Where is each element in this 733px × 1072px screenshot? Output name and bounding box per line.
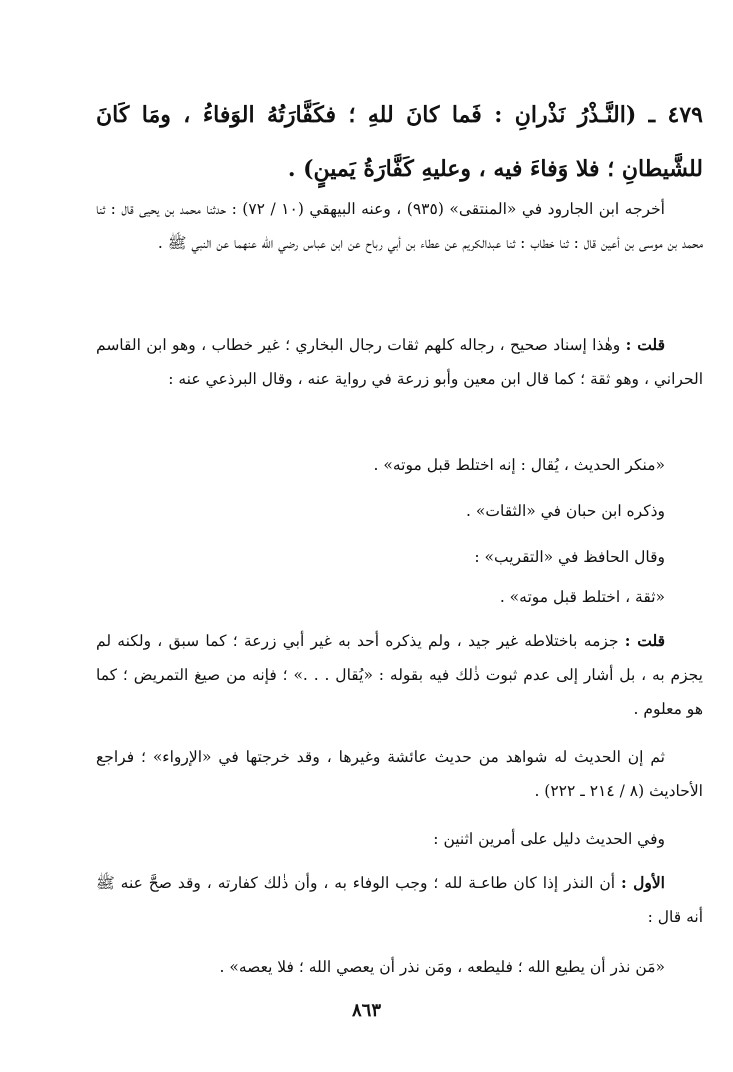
takhrij-paragraph: أخرجه ابن الجارود في «المنتقى» (٩٣٥) ، وعنه البيهقي (١٠ / ٧٢) : حدثنا محمد بن يحيى قال : ثنا محمد بن موسى بن أعين قال : ثنا خطاب : ثنا عبدالكريم عن عطاء بن أبي رباح عن ابن عباس رضي الله عنهما عن النبي ﷺ . <box>96 200 703 252</box>
first-point-paragraph <box>96 866 703 934</box>
qultu-label: قلت : <box>625 335 665 354</box>
hadith-heading <box>96 88 703 196</box>
commentary-paragraph-1 <box>96 328 703 396</box>
quote-thiqa: «ثقة ، اختلط قبل موته» . <box>499 588 665 606</box>
first-point-text: أن النذر إذا كان طاعـة لله ؛ وجب الوفاء به ، وأن ذٰلك كفارته ، وقد صحَّ عنه ﷺ أنه قال : <box>96 874 703 926</box>
quote-nadhr-hadith: «مَن نذر أن يطيع الله ؛ فليطعه ، ومَن نذر أن يعصي الله ؛ فلا يعصه» . <box>219 958 665 976</box>
shawahid-paragraph: ثم إن الحديث له شواهد من حديث عائشة وغيرها ، وقد خرجتها في «الإرواء» ؛ فراجع الأحاديث (٨ / ٢١٤ ـ ٢٢٢) . <box>96 748 703 800</box>
first-point-label: الأول : <box>621 873 665 892</box>
amrain-paragraph: وفي الحديث دليل على أمرين اثنين : <box>433 830 665 848</box>
hadith-number: ٤٧٩ ـ <box>648 102 703 128</box>
commentary-paragraph-2 <box>96 624 703 726</box>
commentary-text-1: وهٰذا إسناد صحيح ، رجاله كلهم ثقات رجال البخاري ؛ غير خطاب ، وهو ابن القاسم الحراني ، وهو ثقة ؛ كما قال ابن معين وأبو زرعة في رواية عنه ، وقال البرذعي عنه : <box>96 336 703 388</box>
commentary-text-2: جزمه باختلاطه غير جيد ، ولم يذكره أحد به غير أبي زرعة ؛ كما سبق ، ولكنه لم يجزم به ، بل أشار إلى عدم ثبوت ذٰلك فيه بقوله : «يُقال . . .» ؛ فإنه من صيغ التمريض ؛ كما هو معلوم . <box>96 632 703 718</box>
quote-munkar: «منكر الحديث ، يُقال : إنه اختلط قبل موته» . <box>373 456 665 474</box>
qultu-label-2: قلت : <box>624 631 665 650</box>
hadith-text: (النَّـذْرُ نَذْرانِ : فَما كانَ للهِ ؛ فكَفَّارَتُهُ الوَفاءُ ، ومَا كَانَ للشَّيطانِ ؛ فلا وَفاءَ فيه ، وعليهِ كَفَّارَةُ يَمينٍ) . <box>96 102 703 182</box>
page-number: ٨٦٣ <box>351 1000 381 1021</box>
quote-ibn-hibban: وذكره ابن حبان في «الثقات» . <box>466 502 665 520</box>
quote-hafiz: وقال الحافظ في «التقريب» : <box>474 548 665 566</box>
